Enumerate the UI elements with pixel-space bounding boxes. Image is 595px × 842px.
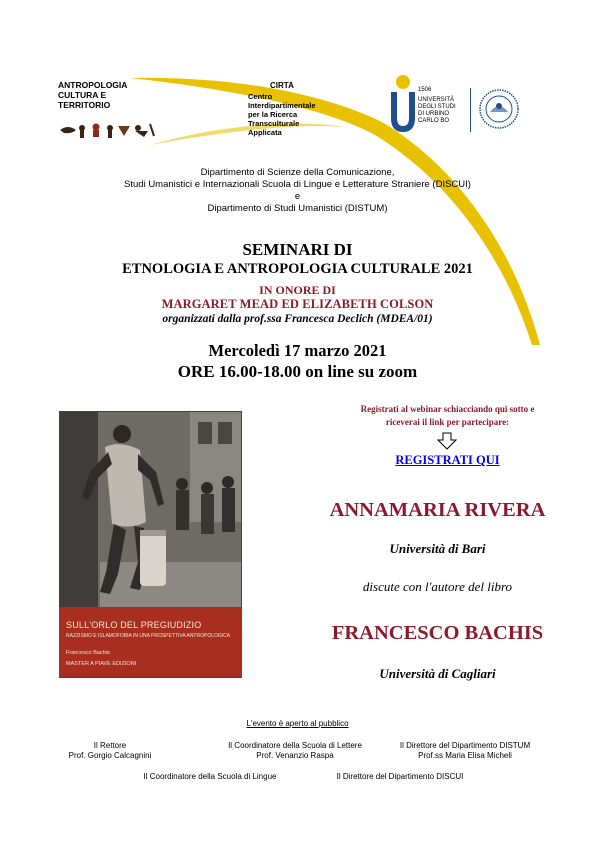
register-link[interactable]: REGISTRATI QUI bbox=[395, 453, 500, 467]
signatory-rettore bbox=[40, 741, 180, 761]
speaker2-affiliation: Università di Cagliari bbox=[379, 666, 496, 681]
signatory-name: Prof. Venanzio Raspa bbox=[256, 751, 334, 760]
book-subtitle: RAZZISMO E ISLAMOFOBIA IN UNA PROSPETTIVA ANTROPOLOGICA bbox=[66, 633, 231, 639]
antropologia-logo-line: CULTURA E bbox=[58, 90, 107, 100]
signatory-role: Il Direttore del Dipartimento DISCUI bbox=[336, 772, 464, 781]
registration-instructions bbox=[300, 403, 595, 429]
cirta-logo-line: Centro bbox=[248, 92, 273, 101]
speaker2-name: FRANCESCO BACHIS bbox=[331, 622, 544, 644]
seminar-honorees: MARGARET MEAD ED ELIZABETH COLSON bbox=[161, 297, 434, 311]
cirta-logo-line: Applicata bbox=[248, 128, 282, 137]
book-author: Francesco Bachis bbox=[66, 650, 110, 656]
signatory-role: Il Direttore del Dipartimento DISTUM bbox=[399, 741, 531, 750]
book-cover-photo bbox=[60, 412, 241, 608]
signatory-role: Il Rettore bbox=[93, 741, 127, 750]
seminar-honor-label: IN ONORE DI bbox=[259, 283, 336, 297]
antropologia-logo-text bbox=[58, 80, 168, 110]
uniurb-seal-icon bbox=[478, 88, 520, 130]
uniurb-name-line: DEGLI STUDI bbox=[418, 104, 456, 110]
cirta-logo-subtitle bbox=[248, 92, 348, 137]
seminar-title-line1: SEMINARI DI bbox=[242, 240, 353, 259]
antropologia-logo-line: TERRITORIO bbox=[58, 100, 111, 110]
signatory-dir-distum bbox=[385, 741, 545, 761]
cirta-logo-line: Transculturale bbox=[248, 119, 300, 128]
uniurb-year: 1506 bbox=[418, 87, 432, 93]
uniurb-name-line: CARLO BO bbox=[418, 118, 450, 124]
book-publisher: MASTER A PIAVE EDIZIONI bbox=[66, 661, 137, 667]
uniurb-name-line: UNIVERSITÀ bbox=[418, 97, 455, 103]
signatory-role: Il Coordinatore della Scuola di Lettere bbox=[228, 741, 362, 750]
registration-instruction-line: riceverai il link per partecipare: bbox=[385, 417, 510, 427]
event-time: ORE 16.00-18.00 on line su zoom bbox=[177, 362, 418, 381]
cirta-logo-line: per la Ricerca bbox=[248, 110, 298, 119]
department-connector: e bbox=[294, 191, 301, 202]
signatory-role: Il Coordinatore della Scuola di Lingue bbox=[143, 772, 277, 781]
speaker1-name: ANNAMARIA RIVERA bbox=[329, 499, 546, 521]
arrow-down-icon bbox=[437, 432, 457, 450]
department-line-3: Dipartimento di Studi Umanistici (DISTUM) bbox=[207, 203, 388, 214]
cirta-logo-title: CIRTA bbox=[270, 81, 294, 90]
public-event-note: L'evento è aperto al pubblico bbox=[246, 719, 349, 728]
speaker-connector: discute con l'autore del libro bbox=[362, 579, 513, 594]
seminar-title-line2: ETNOLOGIA E ANTROPOLOGIA CULTURALE 2021 bbox=[122, 261, 473, 277]
uniurb-name-line: DI URBINO bbox=[418, 111, 450, 117]
antropologia-logo-line: ANTROPOLOGIA bbox=[58, 80, 128, 90]
signatory-dir-discui bbox=[310, 772, 490, 782]
seminar-organizer: organizzati dalla prof.ssa Francesca Declich (MDEA/01) bbox=[162, 313, 433, 325]
uniurb-name bbox=[418, 97, 468, 125]
department-line-2: Studi Umanistici e Internazionali Scuola di Lingue e Letterature Straniere (DISCUI) bbox=[124, 179, 471, 190]
uniurb-logo-icon bbox=[388, 74, 418, 138]
cirta-logo-line: Interdipartimentale bbox=[248, 101, 316, 110]
speaker1-affiliation: Università di Bari bbox=[389, 541, 486, 556]
signatory-name: Prof. Gorgio Calcagnini bbox=[68, 751, 152, 760]
book-title: SULL'ORLO DEL PREGIUDIZIO bbox=[66, 620, 202, 630]
signatory-coord-lingue bbox=[120, 772, 300, 782]
event-date: Mercoledì 17 marzo 2021 bbox=[208, 341, 387, 360]
department-line-1: Dipartimento di Scienze della Comunicazione, bbox=[200, 167, 395, 178]
antropologia-figures-icon bbox=[58, 118, 158, 140]
signatory-coord-lettere bbox=[205, 741, 385, 761]
registration-instruction-line: Registrati al webinar schiacciando qui sotto e bbox=[360, 404, 535, 414]
signatory-name: Prof.ss Maria Elisa Micheli bbox=[418, 751, 512, 760]
uniurb-divider bbox=[470, 88, 471, 132]
